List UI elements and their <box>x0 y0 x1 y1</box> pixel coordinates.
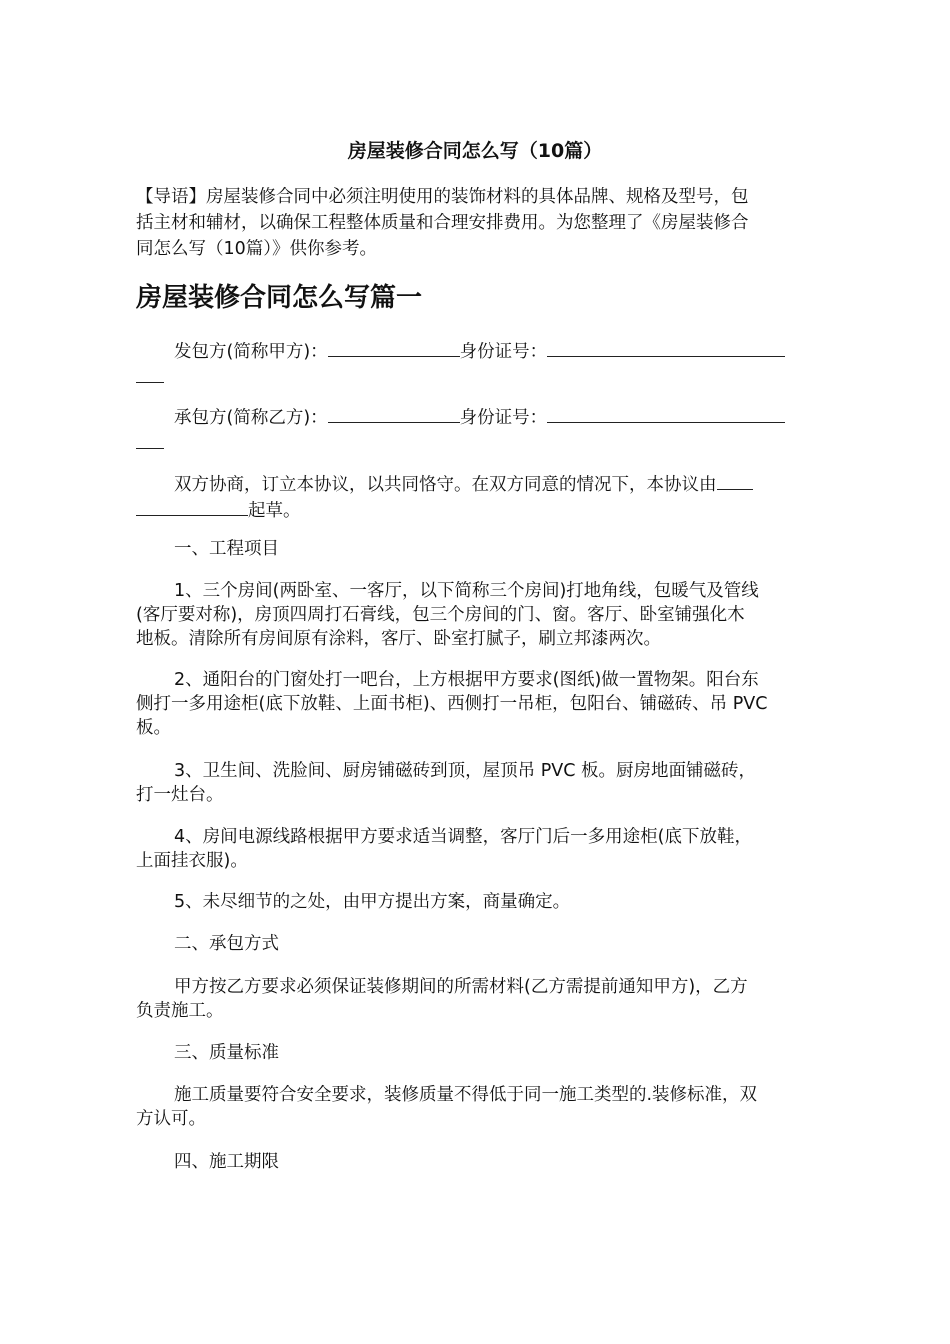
party-b-line <box>136 404 816 456</box>
agreement-end: 起草。 <box>248 501 301 521</box>
section-2-heading: 二、承包方式 <box>174 934 279 954</box>
party-b-name-blank <box>328 404 460 423</box>
item-5: 5、未尽细节的之处，由甲方提出方案，商量确定。 <box>174 892 571 912</box>
item-1 <box>136 579 816 651</box>
item-2-line: 2、通阳台的门窗处打一吧台，上方根据甲方要求(图纸)做一置物架。阳台东 <box>174 670 759 690</box>
section-4-heading: 四、施工期限 <box>174 1152 279 1172</box>
section-3-heading: 三、质量标准 <box>174 1043 279 1063</box>
drafter-blank-continued <box>136 497 248 516</box>
section-3-line: 施工质量要符合安全要求，装修质量不得低于同一施工类型的.装修标准，双 <box>174 1085 758 1105</box>
intro-paragraph <box>136 184 816 262</box>
intro-line: 同怎么写（10篇）》供你参考。 <box>136 239 378 259</box>
item-3 <box>136 759 816 807</box>
item-1-line: (客厅要对称)，房顶四周打石膏线，包三个房间的门、窗。客厅、卧室铺强化木 <box>136 605 745 625</box>
party-b-label: 承包方(简称乙方)： <box>174 408 328 428</box>
item-1-line: 1、三个房间(两卧室、一客厅，以下简称三个房间)打地角线，包暖气及管线 <box>174 581 759 601</box>
agreement-text: 双方协商，订立本协议，以共同恪守。在双方同意的情况下，本协议由 <box>174 475 717 495</box>
section-2-line: 甲方按乙方要求必须保证装修期间的所需材料(乙方需提前通知甲方)，乙方 <box>174 977 748 997</box>
item-1-line: 地板。清除所有房间原有涂料，客厅、卧室打腻子，刷立邦漆两次。 <box>136 629 661 649</box>
party-a-id-blank-continued <box>136 364 164 383</box>
item-4 <box>136 825 816 873</box>
item-3-line: 3、卫生间、洗脸间、厨房铺磁砖到顶，屋顶吊 PVC 板。厨房地面铺磁砖， <box>174 761 757 781</box>
party-a-name-blank <box>328 338 460 357</box>
party-b-id-blank <box>547 404 785 423</box>
section-3-body <box>136 1083 816 1131</box>
document-title: 房屋装修合同怎么写（10篇） <box>347 140 603 162</box>
section-heading: 房屋装修合同怎么写篇一 <box>136 283 423 313</box>
item-3-line: 打一灶台。 <box>136 785 224 805</box>
section-2-line: 负责施工。 <box>136 1001 224 1021</box>
party-b-id-blank-continued <box>136 430 164 449</box>
party-a-id-label: 身份证号： <box>459 342 548 362</box>
party-a-id-blank <box>547 338 785 357</box>
section-2-body <box>136 975 816 1023</box>
intro-line: 【导语】房屋装修合同中必须注明使用的装饰材料的具体品牌、规格及型号，包 <box>136 187 749 207</box>
intro-line: 括主材和辅材，以确保工程整体质量和合理安排费用。为您整理了《房屋装修合 <box>136 213 749 233</box>
drafter-blank <box>717 471 753 490</box>
item-2-line: 侧打一多用途柜(底下放鞋、上面书柜)、西侧打一吊柜，包阳台、铺磁砖、吊 PVC <box>136 694 768 714</box>
section-3-line: 方认可。 <box>136 1109 206 1129</box>
party-a-label: 发包方(简称甲方)： <box>174 342 328 362</box>
party-b-id-label: 身份证号： <box>459 408 548 428</box>
section-1-heading: 一、工程项目 <box>174 539 279 559</box>
item-4-line: 4、房间电源线路根据甲方要求适当调整，客厅门后一多用途柜(底下放鞋， <box>174 827 752 847</box>
item-2-line: 板。 <box>136 718 171 738</box>
agreement-paragraph <box>136 471 816 523</box>
item-2 <box>136 668 816 740</box>
party-a-line <box>136 338 816 390</box>
item-4-line: 上面挂衣服)。 <box>136 851 248 871</box>
